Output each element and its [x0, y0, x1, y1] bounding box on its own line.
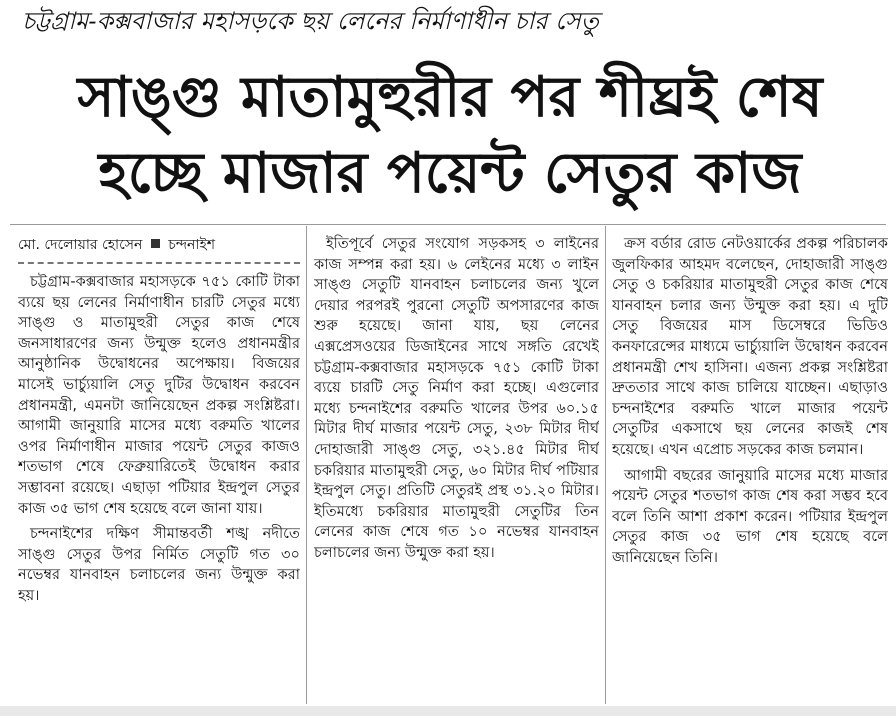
header-divider	[10, 224, 886, 225]
column-divider	[605, 226, 606, 704]
paragraph: চন্দনাইশের দক্ষিণ সীমান্তবর্তী শঙ্খ নদীতে সাঙ্গু সেতুর উপর নির্মিত সেতুটি গত ৩০ নভেম্বর যানবাহন চলাচলের জন্য উন্মুক্ত করা হয়।	[18, 525, 300, 604]
paragraph: ক্রস বর্ডার রোড নেটওয়ার্কের প্রকল্প পরিচালক জুলফিকার আহমদ বলেছেন, দোহাজারী সাঙ্গু সেতু ও চকরিয়ার মাতামুহুরী সেতুর কাজ শেষে যানবাহন চলার জন্য উন্মুক্ত করা হয়। এ দুটি সেতু বিজয়ের মাস ডিসেম্বরে ভিডিও কনফারেন্সের মাধ্যমে ভার্চ্যুয়ালি উদ্বোধন করবেন প্রধানমন্ত্রী শেখ হাসিনা। এজন্য প্রকল্প সংশ্লিষ্টরা দ্রুততার সাথে কাজ চালিয়ে যাচ্ছেন। এছাড়াও চন্দনাইশের বরুমতি খালে মাজার পয়েন্ট সেতুটির একসাথে ছয় লেনের কাজই শেষ হয়েছে। এখন এপ্রোচ সড়কের কাজ চলমান।	[612, 235, 888, 458]
headline-line-2: হচ্ছে মাজার পয়েন্ট সেতুর কাজ	[98, 141, 802, 206]
article-kicker: চট্টগ্রাম-কক্সবাজার মহাসড়কে ছয় লেনের নির্মাণাধীন চার সেতু	[22, 7, 599, 35]
article-column-2	[314, 234, 599, 704]
byline	[18, 234, 300, 256]
paragraph: চট্টগ্রাম-কক্সবাজার মহাসড়কে ৭৫১ কোটি টাকা ব্যয়ে ছয় লেনের নির্মাণাধীন চারটি সেতুর মধ্যে সাঙ্গু ও মাতামুহুরী সেতুর কাজ শেষে জনসাধারণের জন্য উন্মুক্ত হলেও প্রধানমন্ত্রীর আনুষ্ঠানিক উদ্বোধনের অপেক্ষায়। বিজয়ের মাসেই ভার্চ্যুয়ালি সেতু দুটির উদ্বোধন করবেন প্রধানমন্ত্রী, এমনটা জানিয়েছেন প্রকল্প সংশ্লিষ্টরা। আগামী জানুয়ারি মাসের মধ্যে বরুমতি খালের ওপর নির্মাণাধীন মাজার পয়েন্ট সেতুর কাজও শতভাগ শেষে ফেব্রুয়ারিতেই উদ্বোধন করার সম্ভাবনা রয়েছে। এছাড়া পটিয়ার ইন্দ্রপুল সেতুর কাজ ৩৫ ভাগ শেষ হয়েছে বলে জানা যায়।	[18, 273, 300, 517]
paragraph: আগামী বছরের জানুয়ারি মাসের মধ্যে মাজার পয়েন্ট সেতুর শতভাগ কাজ শেষ করা সম্ভব হবে বলে তিনি আশা প্রকাশ করেন। পটিয়ার ইন্দ্রপুল সেতুর কাজ ৩৫ ভাগ শেষ হয়েছে বলে জানিয়েছেন তিনি।	[612, 466, 888, 566]
square-bullet-icon	[151, 239, 160, 248]
article-column-1	[18, 234, 300, 704]
byline-divider	[18, 262, 300, 264]
paragraph: ইতিপূর্বে সেতুর সংযোগ সড়কসহ ৩ লাইনের কাজ সম্পন্ন করা হয়। ৬ লেইনের মধ্যে ৩ লাইন সাঙ্গু সেতুটি যানবাহন চলাচলের জন্য খুলে দেয়ার পরপরই পুরনো সেতুটি অপসারণের কাজ শুরু হয়েছে। জানা যায়, ছয় লেনের এক্সপ্রেসওয়ের ডিজাইনের সাথে সঙ্গতি রেখেই চট্টগ্রাম-কক্সবাজার মহাসড়কে ৭৫১ কোটি টাকা ব্যয়ে চারটি সেতু নির্মাণ করা হচ্ছে। এগুলোর মধ্যে চন্দনাইশের বরুমতি খালের উপর ৬০.১৫ মিটার দীর্ঘ মাজার পয়েন্ট সেতু, ২৩৮ মিটার দীর্ঘ দোহাজারী সাঙ্গু সেতু, ৩২১.৪৫ মিটার দীর্ঘ চকরিয়ার মাতামুহুরী সেতু, ৬০ মিটার দীর্ঘ পটিয়ার ইন্দ্রপুল সেতু। প্রতিটি সেতুরই প্রস্থ ৩১.২০ মিটার। ইতিমধ্যে চকরিয়ার মাতামুহুরী সেতুটির তিন লেনের কাজ শেষে গত ১০ নভেম্বর যানবাহন চলাচলের জন্য উন্মুক্ত করা হয়।	[314, 235, 599, 561]
article-column-3	[612, 234, 888, 704]
byline-place: চন্দনাইশ	[168, 237, 216, 253]
article-headline	[16, 60, 884, 212]
column-divider	[306, 226, 307, 704]
page-bottom-edge	[0, 706, 896, 716]
headline-line-1: সাঙ্গু মাতামুহুরীর পর শীঘ্রই শেষ	[77, 65, 823, 130]
byline-author: মো. দেলোয়ার হোসেন	[18, 237, 143, 253]
